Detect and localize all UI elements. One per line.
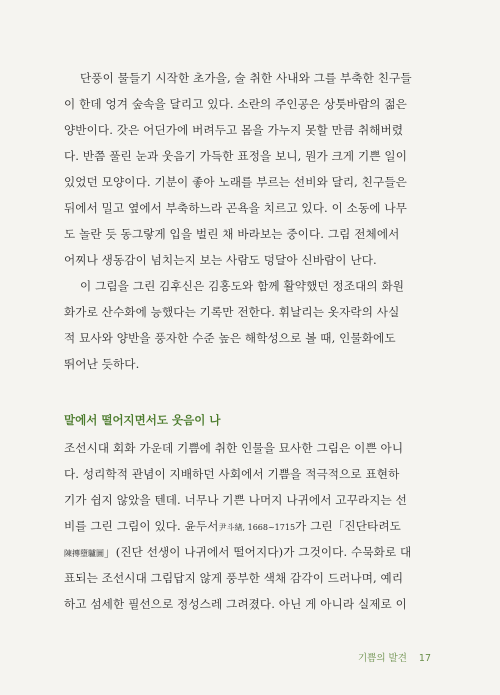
paragraph-2-line-1: 이 그림을 그린 김후신은 김홍도와 함께 활약했던 정조대의 화원: [80, 279, 405, 293]
section-heading: 말에서 떨어지면서도 웃음이 나: [64, 413, 221, 427]
paragraph-3-line-4-text-b: 가 그린「진단타려도: [295, 519, 401, 533]
page-footer: [358, 650, 431, 664]
paragraph-1-line-4: 다. 반쯤 풀린 눈과 웃음기 가득한 표정을 보니, 뭔가 크게 기쁜 일이: [64, 149, 407, 163]
yun-duseo-hanja: 尹斗緖, 1668~1715: [218, 523, 296, 532]
paragraph-2-line-3: 적 묘사와 양반을 풍자한 수준 높은 해학성으로 볼 때, 인물화에도: [64, 331, 396, 345]
paragraph-3-line-4: [64, 518, 401, 536]
paragraph-2-line-4: 뛰어난 듯하다.: [64, 357, 140, 371]
paragraph-1-line-2: 이 한데 엉겨 숲속을 달리고 있다. 소란의 주인공은 상툿바람의 젊은: [64, 97, 407, 111]
paragraph-3-line-5: [64, 544, 411, 562]
paragraph-3-line-4-text-a: 비를 그린 그림이 있다. 윤두서: [64, 519, 219, 533]
page-number: 17: [418, 653, 431, 664]
paragraph-1-line-8: 어찌나 생동감이 넘치는지 보는 사람도 덩달아 신바람이 난다.: [64, 253, 377, 267]
footer-section-title: 기쁨의 발견: [358, 653, 407, 664]
paragraph-1-line-6: 뒤에서 밀고 옆에서 부축하느라 곤욕을 치르고 있다. 이 소동에 나무: [64, 201, 407, 215]
paragraph-3-line-7: 하고 섬세한 필선으로 정성스레 그려졌다. 아닌 게 아니라 실제로 이: [64, 597, 407, 611]
paragraph-1-line-7: 도 놀란 듯 동그랗게 입을 벌린 채 바라보는 중이다. 그림 전체에서: [64, 227, 400, 241]
paragraph-3-line-1: 조선시대 회화 가운데 기쁨에 취한 인물을 묘사한 그림은 이쁜 아니: [64, 441, 404, 455]
paragraph-2-line-2: 화가로 산수화에 능했다는 기록만 전한다. 휘날리는 옷자락의 사실: [64, 305, 400, 319]
paragraph-3-line-6: 표되는 조선시대 그림답지 않게 풍부한 색채 감각이 드러나며, 예리: [64, 571, 404, 585]
paragraph-1-line-5: 있었던 모양이다. 기분이 좋아 노래를 부르는 선비와 달리, 친구들은: [64, 175, 407, 189]
paragraph-1-line-1: 단풍이 물들기 시작한 초가을, 술 취한 사내와 그를 부축한 친구들: [80, 71, 412, 85]
paragraph-3-line-2: 다. 성리학적 관념이 지배하던 사회에서 기쁨을 적극적으로 표현하: [64, 467, 400, 481]
paragraph-1-line-3: 양반이다. 갓은 어딘가에 버려두고 몸을 가누지 못할 만큼 취해버렸: [64, 123, 404, 137]
paragraph-3-line-3: 기가 쉽지 않았을 텐데. 너무나 기쁜 나머지 나귀에서 고꾸라지는 선: [64, 493, 407, 507]
paragraph-3-line-5-text: 」(진단 선생이 나귀에서 떨어지다)가 그것이다. 수묵화로 대: [104, 545, 412, 559]
painting-title-hanja: 陳摶墮驢圖: [64, 549, 104, 558]
